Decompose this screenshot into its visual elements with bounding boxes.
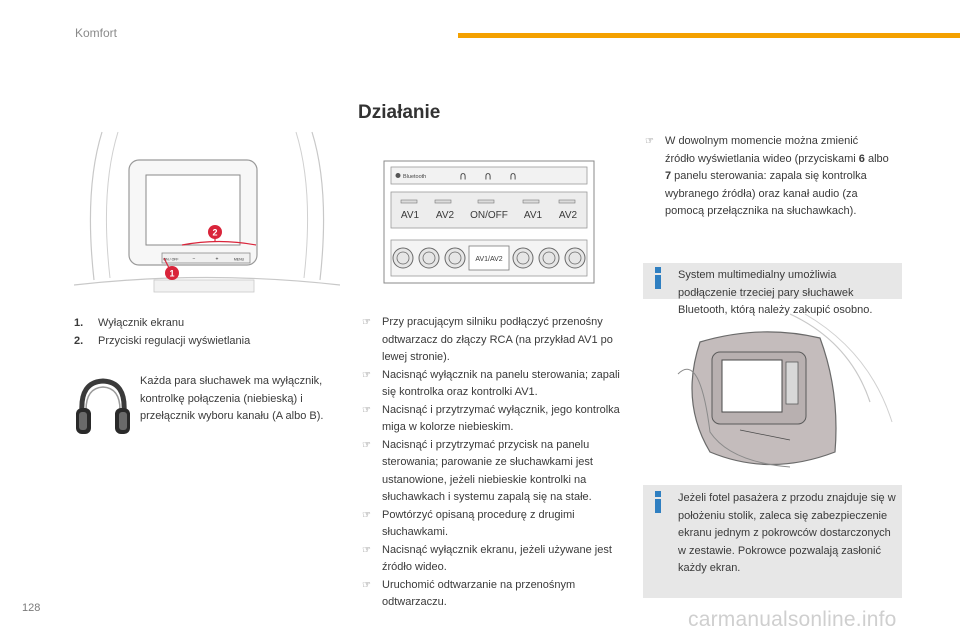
section-title: Komfort [75, 26, 118, 40]
screen-button-label-minus: − [192, 256, 196, 263]
screen-cover-illustration [670, 312, 902, 482]
info-text: System multimedialny umożliwia podłączenie trzeciej pary słuchawek Bluetooth, którą należy zakupić osobno. [678, 269, 873, 316]
legend-num: 2. [74, 335, 84, 347]
info-box-bluetooth-holder [643, 263, 902, 316]
panel-jack-label: AV1/AV2 [475, 256, 503, 263]
figure-legend [74, 314, 250, 350]
step-item: ☞ Nacisnąć i przytrzymać wyłącznik, jego kontrolka miga w kolorze niebieskim. [362, 403, 620, 433]
procedure-steps [362, 314, 627, 612]
bluetooth-label: Bluetooth [403, 174, 427, 180]
step-item: ☞ Przy pracującym silniku podłączyć przenośny odtwarzacz do złączy RCA (na przykład AV1 po lewej stronie). [362, 316, 613, 363]
info-text: Jeżeli fotel pasażera z przodu znajduje się w położeniu stolik, zaleca się zabezpieczenie ekranu jednym z pokrowców dostarczonych w zestawie. Pokrowce pozwalają zasłonić każdy ekran. [678, 492, 896, 574]
callout-2-label: 2 [212, 227, 218, 238]
screen-illustration [74, 130, 340, 300]
step-item: ☞ Nacisnąć wyłącznik na panelu sterowania; zapali się kontrolka oraz kontrolki AV1. [362, 368, 620, 398]
bullet-icon: ☞ [362, 439, 371, 451]
legend-item-1 [74, 314, 250, 332]
step-item: ☞ Uruchomić odtwarzanie na przenośnym odtwarzaczu. [362, 578, 576, 608]
watermark: carmanualsonline.info [688, 608, 897, 631]
panel-button-av1-left: AV1 [400, 210, 420, 221]
legend-text: Przyciski regulacji wyświetlania [98, 335, 251, 347]
headphones-icon [74, 376, 132, 438]
legend-text: Wyłącznik ekranu [98, 317, 185, 329]
headphones-description: Każda para słuchawek ma wyłącznik, kontrolkę połączenia (niebieską) i przełącznik wyboru kanału (A albo B). [140, 375, 324, 422]
step-item: ☞ Nacisnąć wyłącznik ekranu, jeżeli używane jest źródło wideo. [362, 543, 612, 573]
panel-button-on-off: ON/OFF [470, 210, 508, 221]
headset-icon: ∩ [483, 169, 493, 183]
bullet-icon: ☞ [362, 317, 371, 328]
screen-button-label-plus: + [215, 256, 219, 263]
panel-button-av2-right: AV2 [558, 210, 578, 221]
info-icon-dot [655, 267, 661, 273]
legend-num: 1. [74, 317, 84, 329]
headset-icon: ∩ [458, 169, 468, 183]
bullet-icon: ☞ [362, 544, 371, 556]
bullet-icon: ☞ [362, 369, 371, 381]
screen-button-label-menu: MENU [233, 257, 245, 262]
panel-button-av2-left: AV2 [435, 210, 455, 221]
info-box-screen-cover [643, 485, 902, 598]
step-item: ☞ Nacisnąć i przytrzymać przycisk na panelu sterowania; parowanie ze słuchawkami jest ustanowione, jeżeli niebieskie kontrolki na słuchawkach i systemu zapalą się na stałe. [362, 438, 593, 503]
bullet-icon: ☞ [362, 404, 371, 416]
info-icon-bar [655, 275, 661, 289]
step-item: ☞ Powtórzyć opisaną procedurę z drugimi słuchawkami. [362, 508, 575, 538]
legend-item-2 [74, 332, 250, 350]
panel-button-av1-right: AV1 [523, 210, 543, 221]
callout-1-label: 1 [169, 268, 175, 279]
info-icon-dot [655, 491, 661, 497]
bullet-icon: ☞ [362, 579, 371, 591]
page-title: Działanie [358, 102, 441, 123]
info-icon-bar [655, 499, 661, 513]
source-switch-step: ☞ W dowolnym momencie można zmienić źródło wyświetlania wideo (przyciskami 6 albo 7 panelu sterowania: zapala się kontrolka wybranego źródła) oraz kanał audio (za pomocą przełącznika na słuchawkach). [645, 135, 889, 217]
screen-button-label-on-off: ON / OFF [163, 257, 179, 262]
page-number: 128 [22, 602, 41, 614]
bullet-icon: ☞ [645, 136, 654, 147]
control-panel-illustration [383, 160, 595, 284]
bullet-icon: ☞ [362, 509, 371, 521]
header-accent-bar [458, 33, 960, 38]
headset-icon: ∩ [508, 169, 518, 183]
